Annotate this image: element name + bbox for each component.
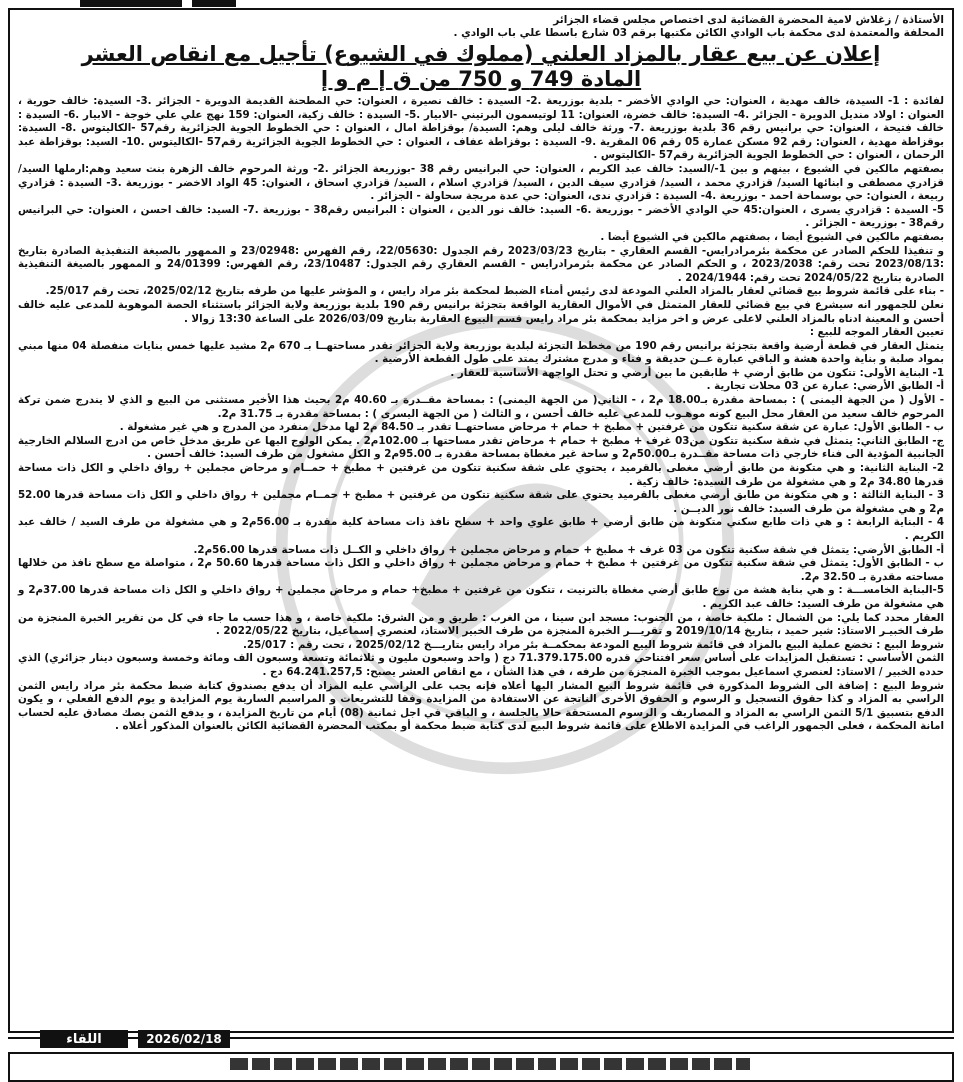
newspaper-name: اللقاء <box>40 1030 128 1048</box>
paragraph: 2- البناية الثانية: و هي متكونة من طابق أرضي مغطى بالقرميد ، يحتوي على شقة سكنية تتكون من غرفتين + مطبخ + حمــام و مرحاض مجملين + رواق داخلي و الكل ذات مساحة قدرها 34.80 م2 و هي مشغولة من طرف السيدة: خالف زكية . <box>18 462 944 488</box>
paragraph: بصفتهم مالكين في الشيوع أيضا ، بصفتهم مالكين في الشيوع أيضا . <box>600 230 944 243</box>
paragraph: - بناء على قائمة شروط بيع قضائي لعقار بالمزاد العلني المودعة لدى رئيس أمناء الضبط لمحكمة بئر مراد رايس ، و المؤشر عليها من طرفه بتاريخ 2025/02/12، تحت رقم 25/017. <box>45 285 944 298</box>
paragraph: نعلن للجمهور انه سيشرع في بيع قضائي للعقار المتمثل في الأموال العقارية الواقعة بتجزئة برانيس رقم 190 بلدية بوزريعة ولاية الجزائر باستثناء الحصة الموهوبة للمدعى عليه خالف أحسن و المعينة ادناه بالمزاد العلني لاعلى عرض و اخر مزايد بمحكمة بئر مراد رايس قسم البيوع العقارية بتاريخ 2026/03/09 على الساعة 13:30 زوالا . <box>18 298 944 325</box>
paragraph: شروط البيع : إضافة الى الشروط المذكورة في قائمة شروط البيع المشار اليها أعلاه فإنه يجب على الراسي عليه المزاد أن يدفع بصندوق كتابة ضبط محكمة بئر مراد رايس الثمن الراسي به المزاد و كذا حقوق التسجيل و الرسوم و الحقوق الأخرى الناتجة عن الاستفادة من المزايدة وفقا للتشريعات و المراسيم السارية يوم المزايدة و يوم الدفع الفعلي ، و يكون الدفع بتسبيق 5/1 الثمن الراسي به المزاد و المصاريف و الرسوم المستحقة حالا بالجلسة ، و الباقي في اجل ثمانية (08) أيام من تاريخ المزايدة ، و يدفع الثمن بصك مصادق عليه لحساب امانة المحكمة ، فعلى الجمهور الراغب في المزايدة الاطلاع على قائمة شروط البيع لدى كتابة ضبط محكمة أو بمكتب المحضرة القضائية الكائن بالعنوان المذكور أعلاه . <box>18 679 945 733</box>
bailiff-address-line: المحلفة والمعتمدة لدى محكمة باب الوادي الكائن مكتبها برقم 03 شارع باسطا علي باب الوادي . <box>453 27 944 39</box>
paragraph: شروط البيع : تخضع عملية البيع بالمزاد في قائمة شروط البيع المودعة بمحكمــة بئر مراد رايس بتاريـــخ 2025/02/12 ، تحت رقم : 25/017. <box>243 638 944 651</box>
paragraph: أ- الطابق الأرضي: عبارة عن 03 محلات تجارية . <box>706 380 944 393</box>
paragraph: يتمثل العقار في قطعة أرضية واقعة بتجزئة برانيس رقم 190 من مخطط التجزئة لبلدية بوزريعة ولاية الجزائر تقدر مساحتهــا بـ 670 م2 مشيد عليها خمس بنايات منفصلة 04 منها مبني بمواد صلبة و بناية واحدة هشة و الباقي عبارة عــن حديقة و فناء و مدرج مشترك يمتد على طول القطعة الأرضية . <box>18 339 944 366</box>
paragraph: 3 - البناية الثالثة : و هي متكونة من طابق أرضي مغطى بالقرميد يحتوي على شقة سكنية تتكون من غرفتين + مطبخ + حمــام مجملين + رواق داخلي و الكل ذات مساحة قدرها 52.00 م2 و هي مشغولة من طرف السيد: خالف نور الديــن . <box>18 489 944 515</box>
paragraph: ب - الطابق الأول: عبارة عن شقة سكنية تتكون من غرفتين + مطبخ + حمام + مرحاض مساحتهــا تقدر بـ 84.50 م2 لها مدخل منفرد من المدرج و هي غير مشغولة . <box>119 421 944 434</box>
section-heading: تعيين العقار الموجه للبيع : <box>809 326 944 339</box>
paragraph: الثمن الأساسي : تستقبل المزايدات على أساس سعر افتتاحي قدره 71.379.175.00 دج ( واحد وسبعون مليون و ثلاثمائة وتسعة وسبعون الف ومائة وخمسة وسبعون دينار جزائري) الذي حدده الخبير / الاستاذ: لعنصري اسماعيل بموجب الخبرة المنجزة من طرفه ، في هذا الشأن ، مع انقاص العشر يصبح: 64.241.257,5 دج . <box>18 652 944 678</box>
paragraph: بصفتهم مالكين في الشيوع ، بينهم و بين 1-/السيد: خالف عبد الكريم ، العنوان: حي البرانيس رقم 38 -بوزريعة الجزائر .2- ورثة المرحوم خالف الزهرة بنت سعيد وهم:ارملها السيد/ قزادري مصطفى و ابنائها السيد/ قزادري محمد ، السيد/ قزادري سيف الدين ، السيد/ قزادري اسلام ، السيد/ قزادري اسحاق ، العنوان: 45 الواد الاخضر - بوزريعة .3- السيدة : قزادري ربيعة ، العنوان: حي بوسماحة احمد - بوزريعة .4- السيدة : قزادري ندى، العنوان: حي عدة مريجة سحاولة - الجزائر . <box>18 162 945 203</box>
legal-notice-frame <box>8 8 954 1033</box>
bailiff-name-line: الأستاذة / زغلاش لامية المحضرة القضائية لدى اختصاص مجلس قضاء الجزائر <box>553 14 944 26</box>
paragraph: العقار محدد كما يلي: من الشمال : ملكية خاصة ، من الجنوب: مسجد ابن سينا ، من الغرب : طريق و من الشرق: ملكية خاصة ، و هذا حسب ما جاء في كل من تقرير الخبرة المنجزة من طرف الخبيـر الاستاذ: شير حميد ، بتاريخ 2019/10/14 و تقريـــر الخبرة المنجزة من طرف الخبير الاستاذ، لعنصري إسماعيل، بتاريخ 2022/05/22 . <box>18 611 944 638</box>
paragraph: لفائدة : 1- السيدة، خالف مهدية ، العنوان: حي الوادي الأخضر - بلدية بوزريعة .2- السيدة : خالف نصيرة ، العنوان: حي المطحنة القديمة الدويرة - الجزائر .3- السيدة: خالف حورية ، العنوان : اولاد منديل الدويرة - الجزائر .4- السيدة: خالف خضرة، العنوان: 11 لوتيسمون البرتيني -الابيار .5- السيدة : خالف زكية، العنوان: 159 نهج علي علي خوجة - الابيار .6- السيدة : خالف فتيحة ، العنوان: حي برانيس رقم 36 بلدية بوزريعة .7- ورثة خالف ليلى وهم: السيدة/ بوقزاطة امال ، العنوان : حي الخطوط الجوية الجزائرية رقم57 -الكاليتوس .8- السيدة: بوقزاطة مهدية ، العنوان: رقم 92 مسكن عمارة 05 رقم 06 المقرية .9- السيدة : بوقزاطة عفاف ، العنوان : حي الخطوط الجوية الجزائرية رقم57 -الكاليتوس .10- السيد: بوقزاطة عبد الرحمان ، العنوان : حي الخطوط الجوية الجزائرية رقم57 -الكاليتوس . <box>18 95 945 162</box>
notice-subtitle: المادة 749 و 750 من ق إ م و إ <box>320 67 642 91</box>
paragraph: 5-البناية الخامســـة : و هي بناية هشة من نوع طابق أرضي مغطاة بالترنيت ، تتكون من غرفتين + مطبخ+ حمام و مرحاض مجملين + رواق داخلي و الكل ذات مساحة قدرها 37.00م2 و هي مشغولة من طرف السيد: خالف عبد الكريم . <box>18 584 944 610</box>
paragraph: ب - الطابق الأول: يتمثل في شقة سكنية تتكون من غرفتين + مطبخ + حمام و مرحاض مجملين + رواق داخلي و الكل ذات مساحة قدرها 50.60 م2 ، متواصلة مع سطح نافذ من خلالها مساحته مقدرة بـ 32.50 م2. <box>18 557 944 583</box>
paragraph: - الأول ( من الجهة اليمنى ) : بمساحة مقدرة بـ18.00 م2 ، - الثاني( من الجهة اليمنى) : بمساحة مقــدرة بـ 40.60 م2 بحيث هذا الأخير مستثنى من البيع و الذي لا يندرج ضمن تركة المرحوم خالف سعيد من العقار محل البيع كونه موهـوب للمدعى عليه خالف أحسن ، و الثالث ( من الجهة اليسرى ) : بمساحة مقدرة بـ 31.75 م2. <box>18 394 944 420</box>
notice-title: إعلان عن بيع عقار بالمزاد العلني (مملوك في الشيوع) تأجيل مع انقاص العشر <box>81 42 881 66</box>
paragraph: ج- الطابق الثاني: يتمثل في شقة سكنية تتكون من03 غرف + مطبخ + حمام + مرحاض تقدر مساحتها بـ 102.00م2 . يمكن الولوج اليها عن طريق مدخل خاص من ادرج السلالم الخارجية الجانبية المؤدية الى فناء خارجي ذات مساحة مقــدرة بـ50.00م2 و ساحة غير مغطاة بمساحة مقدرة بـ 95.00م2 و الكل مشغول من طرف السيد: خالف أحسن . <box>18 434 944 461</box>
top-bar-left <box>80 0 182 7</box>
next-notice-cropped-title <box>230 1058 750 1070</box>
paragraph: 1- البناية الأولى: تتكون من طابق أرضي + طابقين ما بين أرضي و تحتل الواجهة الأساسية للعقار . <box>450 366 944 379</box>
publication-date: 2026/02/18 <box>138 1030 230 1048</box>
paragraph: أ- الطابق الأرضي: يتمثل في شقة سكنية تتكون من 03 غرف + مطبخ + حمام و مرحاض مجملين + رواق داخلي و الكــل ذات مساحة قدرها 56.00م2. <box>193 543 944 556</box>
paragraph: 4 - البناية الرابعة : و هي ذات طابع سكني متكونة من طابق أرضي + طابق علوي واحد + سطح نافذ ذات مساحة كلية مقدرة بـ 56.00م2 و هي مشغولة من طرف السيد / خالف عبد الكريم . <box>18 516 944 542</box>
bailiff-header <box>18 14 944 40</box>
paragraph: 5- السيدة : قزادري يسرى ، العنوان:45 حي الوادي الأخضر - بوزريعة .6- السيد: خالف نور الدين ، العنوان : البرانيس رقم38 - بوزريعة .7- السيد: خالف احسن ، العنوان: حي البرانيس رقم38 - بوزريعة - الجزائر . <box>18 203 944 230</box>
top-bar-right <box>192 0 236 7</box>
paragraph: و تنفيذا للحكم الصادر عن محكمة بئرمرادرايس- القسم العقاري - بتاريخ 2023/03/23 رقم الجدول :22/05630، رقم الفهرس :23/02948 و الممهور بالصيغة التنفيذية الصادرة بتاريخ :2023/08/13 تحت رقم: 2023/2038 ، و الحكم الصادر عن محكمة بئرمرادرايس - القسم العقاري رقم الجدول: 23/10487، رقم الفهرس: 24/01399 و الممهور بالصيغة التنفيذية الصادرة بتاريخ 2024/05/22 تحت رقم: 2024/1944 . <box>18 244 945 284</box>
notice-body <box>18 95 944 734</box>
